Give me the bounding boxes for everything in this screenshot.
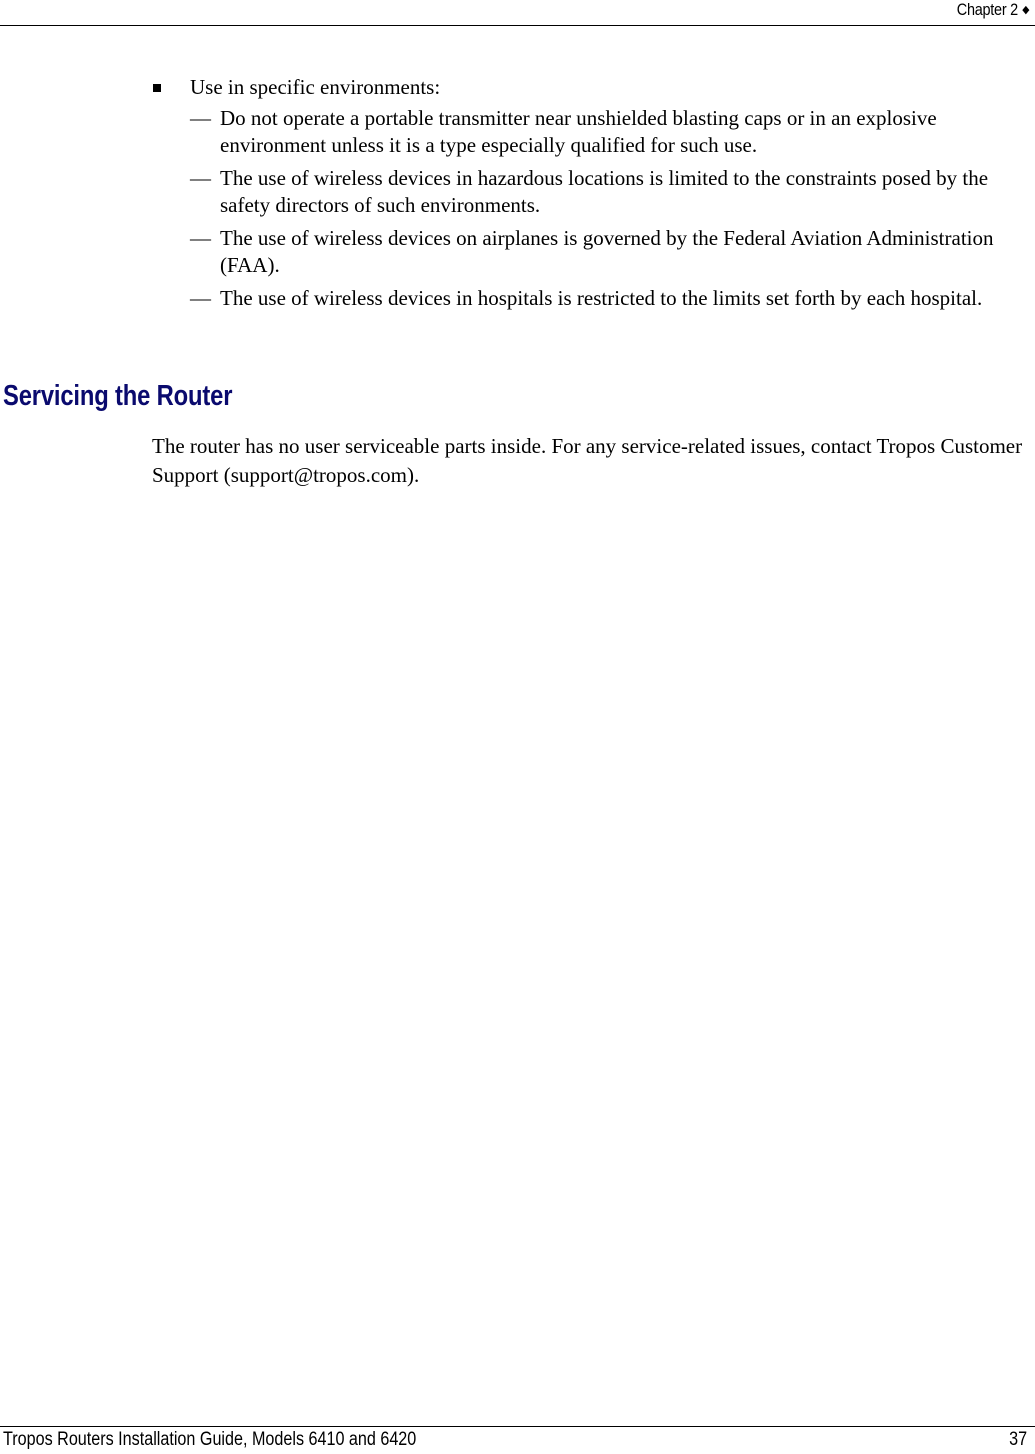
footer-title: Tropos Routers Installation Guide, Models 6410 and 6420 xyxy=(3,1429,417,1450)
dash-item-text: The use of wireless devices on airplanes is governed by the Federal Aviation Administration (FAA). xyxy=(220,226,994,277)
dash-item-hospitals xyxy=(190,285,1030,312)
page-footer xyxy=(0,1426,1035,1454)
page-header xyxy=(0,0,1035,26)
dash-item-blasting xyxy=(190,105,1030,159)
diamond-icon: ◆ xyxy=(1022,4,1029,16)
body-paragraph: The router has no user serviceable parts inside. For any service-related issues, contact Tropos Customer Support (support@tropos.com). xyxy=(152,434,1023,487)
em-dash: — xyxy=(190,106,211,130)
page-number: 37 xyxy=(1009,1429,1027,1450)
dash-list xyxy=(190,105,1030,318)
dash-item-hazardous xyxy=(190,165,1030,219)
chapter-label: Chapter 2 xyxy=(956,0,1018,19)
dash-item-text: Do not operate a portable transmitter near unshielded blasting caps or in an explosive environment unless it is a type especially qualified for such use. xyxy=(220,106,937,157)
square-bullet-icon xyxy=(153,84,161,92)
em-dash: — xyxy=(190,226,211,250)
dash-item-text: The use of wireless devices in hazardous locations is limited to the constraints posed by the safety directors of such environments. xyxy=(220,166,989,217)
section-heading: Servicing the Router xyxy=(3,380,233,412)
dash-item-airplanes xyxy=(190,225,1030,279)
em-dash: — xyxy=(190,286,211,310)
running-header xyxy=(957,0,1029,20)
dash-item-text: The use of wireless devices in hospitals is restricted to the limits set forth by each hospital. xyxy=(220,286,983,310)
em-dash: — xyxy=(190,166,211,190)
bullet-text: Use in specific environments: xyxy=(190,75,441,99)
